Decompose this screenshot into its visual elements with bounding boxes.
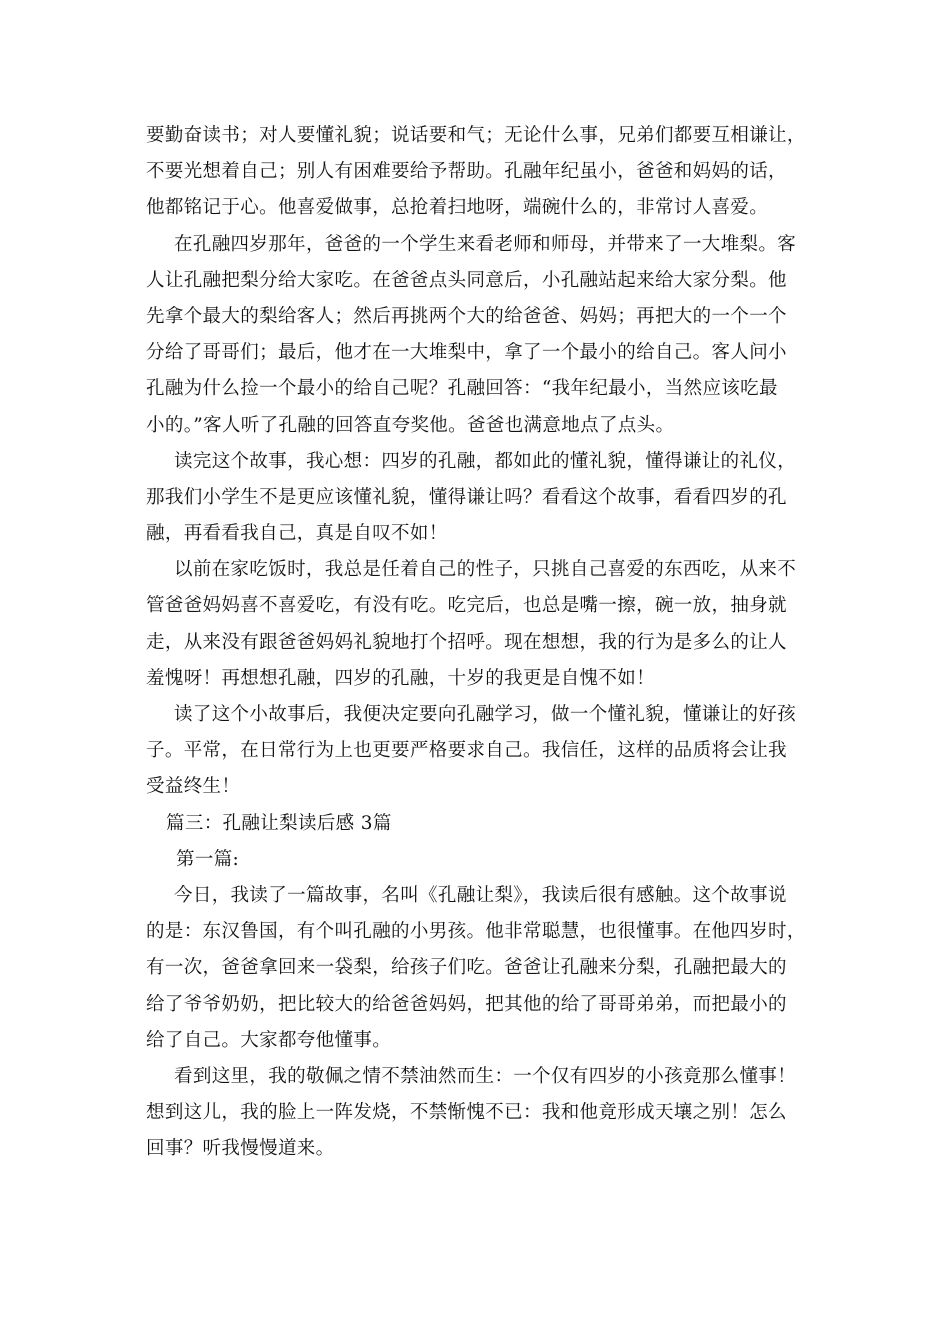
text-line: 那我们小学生不是更应该懂礼貌，懂得谦让吗？看看这个故事，看看四岁的孔 [146, 486, 787, 508]
text-line: 回事？听我慢慢道来。 [146, 1138, 335, 1160]
text-line: 不要光想着自己；别人有困难要给予帮助。孔融年纪虽小，爸爸和妈妈的话， [146, 161, 787, 183]
text-line: 想到这儿，我的脸上一阵发烧，不禁惭愧不已：我和他竟形成天壤之别！怎么 [146, 1102, 787, 1124]
text-line: 孔融为什么捡一个最小的给自己呢？孔融回答：“我年纪最小，当然应该吃最 [146, 378, 778, 400]
document-body [146, 118, 812, 1167]
text-line: 他都铭记于心。他喜爱做事，总抢着扫地呀，端碗什么的，非常讨人喜爱。 [146, 197, 769, 219]
text-line: 给了爷爷奶奶，把比较大的给爸爸妈妈，把其他的给了哥哥弟弟，而把最小的 [146, 993, 787, 1015]
text-line: 先拿个最大的梨给客人；然后再挑两个大的给爸爸、妈妈；再把大的一个一个 [146, 305, 787, 327]
subsection-heading: 第一篇: [176, 848, 240, 870]
text-line: 读了这个小故事后，我便决定要向孔融学习，做一个懂礼貌，懂谦让的好孩 [174, 704, 797, 725]
text-line: 以前在家吃饭时，我总是任着自己的性子，只挑自己喜爱的东西吃，从来不 [174, 559, 797, 581]
text-line: 看到这里，我的敬佩之情不禁油然而生：一个仅有四岁的小孩竟那么懂事！ [174, 1065, 797, 1087]
text-line: 分给了哥哥们；最后，他才在一大堆梨中，拿了一个最小的给自己。客人问小 [146, 342, 787, 364]
text-line: 有一次，爸爸拿回来一袋梨，给孩子们吃。爸爸让孔融来分梨，孔融把最大的 [146, 957, 787, 979]
text-line: 人让孔融把梨分给大家吃。在爸爸点头同意后，小孔融站起来给大家分梨。他 [146, 269, 787, 291]
text-line: 管爸爸妈妈喜不喜爱吃，有没有吃。吃完后，也总是嘴一擦，碗一放，抽身就 [146, 595, 787, 617]
text-line: 要勤奋读书；对人要懂礼貌；说话要和气；无论什么事，兄弟们都要互相谦让， [146, 125, 806, 146]
text-line: 羞愧呀！再想想孔融，四岁的孔融，十岁的我更是自愧不如！ [146, 667, 655, 689]
text-line: 子。平常，在日常行为上也更要严格要求自己。我信任，这样的品质将会让我 [146, 740, 787, 762]
text-line: 走，从来没有跟爸爸妈妈礼貌地打个招呼。现在想想，我的行为是多么的让人 [146, 631, 787, 653]
text-line: 今日，我读了一篇故事，名叫《孔融让梨》，我读后很有感触。这个故事说 [174, 884, 787, 906]
text-line: 给了自己。大家都夸他懂事。 [146, 1029, 392, 1051]
text-line: 融，再看看我自己，真是自叹不如！ [146, 523, 448, 545]
text-line: 在孔融四岁那年，爸爸的一个学生来看老师和师母，并带来了一大堆梨。客 [174, 233, 797, 255]
text-line: 的是：东汉鲁国，有个叫孔融的小男孩。他非常聪慧，也很懂事。在他四岁时， [146, 921, 806, 943]
section-heading: 篇三：孔融让梨读后感 3篇 [166, 812, 392, 834]
text-line: 受益终生！ [146, 776, 241, 798]
text-line: 小的。”客人听了孔融的回答直夸奖他。爸爸也满意地点了点头。 [146, 414, 675, 436]
text-line: 读完这个故事，我心想：四岁的孔融，都如此的懂礼貌，懂得谦让的礼仪， [174, 450, 797, 472]
